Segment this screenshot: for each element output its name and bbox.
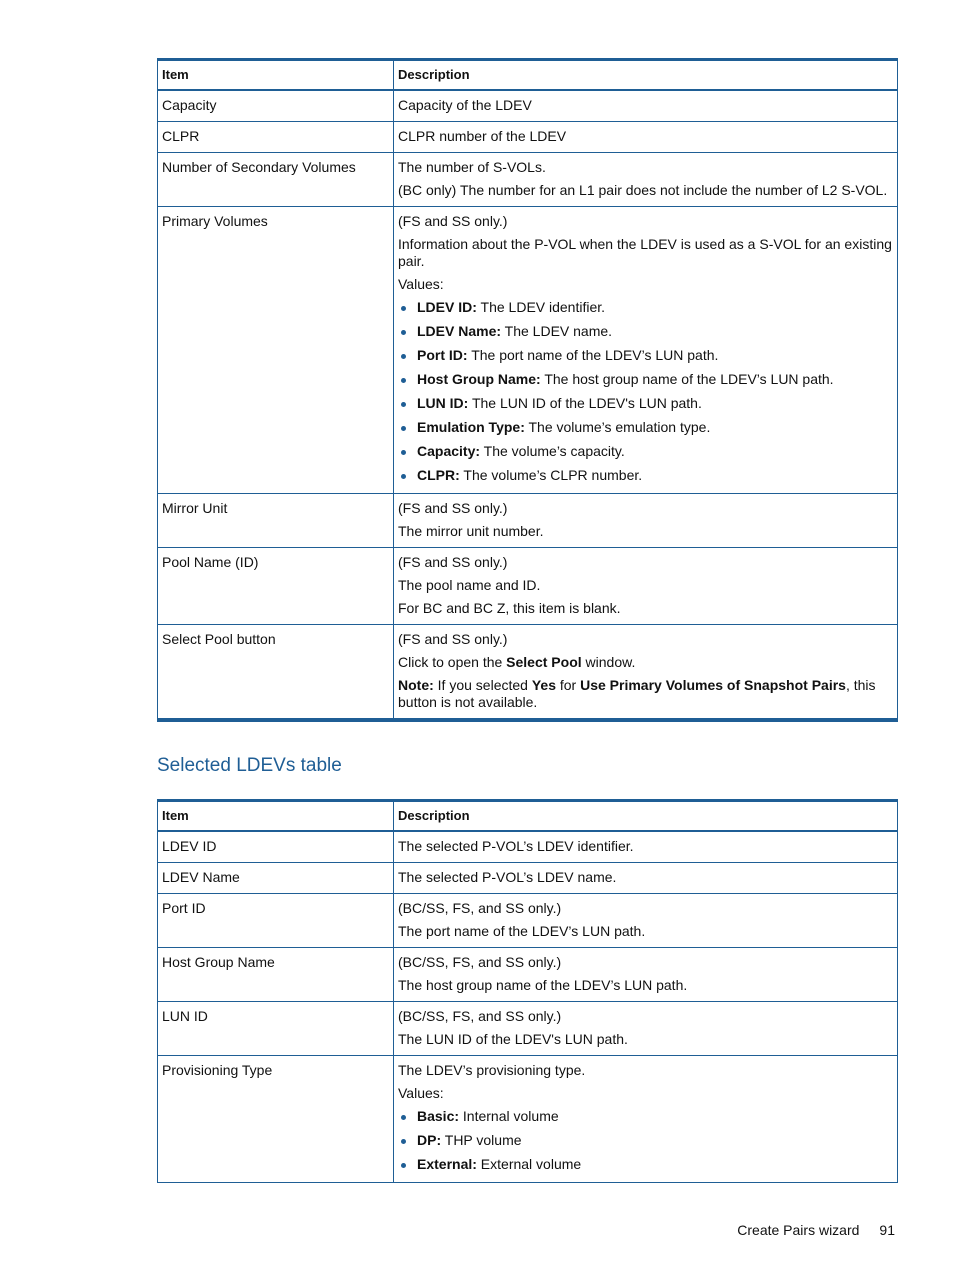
table-row	[158, 1002, 898, 1056]
list-item-text: The volume’s capacity.	[480, 443, 625, 459]
description-text: Information about the P-VOL when the LDEV is used as a S-VOL for an existing pair.	[398, 236, 892, 269]
description-text: The LUN ID of the LDEV's LUN path.	[398, 1031, 628, 1047]
description-text: (FS and SS only.)	[398, 631, 508, 647]
page-footer	[737, 1222, 895, 1238]
item-cell: Capacity	[158, 90, 394, 122]
table-row	[158, 207, 898, 494]
description-cell	[394, 1056, 898, 1183]
item-description-table	[157, 58, 898, 722]
list-item-text: Internal volume	[459, 1108, 559, 1124]
list-item-term: LDEV Name:	[417, 323, 502, 339]
list-item-text: The port name of the LDEV’s LUN path.	[467, 347, 719, 363]
description-text: Values:	[398, 1085, 444, 1101]
description-text: Values:	[398, 276, 444, 292]
list-item	[398, 419, 893, 436]
description-cell	[394, 1002, 898, 1056]
list-item	[398, 1108, 893, 1125]
description-text: (FS and SS only.)	[398, 213, 508, 229]
column-header-description: Description	[394, 60, 898, 91]
description-text: The host group name of the LDEV’s LUN path.	[398, 977, 688, 993]
table-row	[158, 894, 898, 948]
note-text-part: If you selected	[433, 677, 532, 693]
item-cell: Port ID	[158, 894, 394, 948]
item-cell: CLPR	[158, 122, 394, 153]
description-cell: CLPR number of the LDEV	[394, 122, 898, 153]
list-item-term: Port ID:	[417, 347, 468, 363]
description-cell	[394, 894, 898, 948]
description-cell	[394, 548, 898, 625]
item-cell: LDEV Name	[158, 863, 394, 894]
description-text: (FS and SS only.)	[398, 500, 508, 516]
item-cell: Mirror Unit	[158, 494, 394, 548]
note-text	[398, 677, 893, 711]
column-header-description: Description	[394, 801, 898, 832]
list-item-text: The LDEV identifier.	[476, 299, 606, 315]
description-cell: The selected P-VOL’s LDEV identifier.	[394, 831, 898, 863]
list-item-term: CLPR:	[417, 467, 460, 483]
description-text: The pool name and ID.	[398, 577, 541, 593]
item-cell: Number of Secondary Volumes	[158, 153, 394, 207]
list-item-term: Host Group Name:	[417, 371, 541, 387]
list-item	[398, 395, 893, 412]
table-row	[158, 90, 898, 122]
item-cell: Provisioning Type	[158, 1056, 394, 1183]
note-option-name: Use Primary Volumes of Snapshot Pairs	[580, 677, 846, 693]
list-item-term: LUN ID:	[417, 395, 469, 411]
list-item	[398, 1132, 893, 1149]
table-row	[158, 625, 898, 721]
list-item	[398, 1156, 893, 1173]
table-row	[158, 948, 898, 1002]
description-cell	[394, 625, 898, 721]
table-row	[158, 122, 898, 153]
description-cell: The selected P-VOL’s LDEV name.	[394, 863, 898, 894]
description-text	[398, 654, 893, 671]
values-list	[398, 299, 893, 484]
list-item-text: THP volume	[441, 1132, 522, 1148]
column-header-item: Item	[158, 801, 394, 832]
selected-ldevs-table	[157, 799, 898, 1183]
description-text: (BC only) The number for an L1 pair does not include the number of L2 S-VOL.	[398, 182, 888, 198]
click-text-prefix: Click to open the	[398, 654, 507, 670]
section-heading: Selected LDEVs table	[157, 755, 342, 776]
table-row	[158, 494, 898, 548]
list-item	[398, 371, 893, 388]
description-cell	[394, 207, 898, 494]
list-item	[398, 323, 893, 340]
item-cell: Host Group Name	[158, 948, 394, 1002]
description-cell	[394, 494, 898, 548]
description-text: The LDEV’s provisioning type.	[398, 1062, 586, 1078]
item-cell: Primary Volumes	[158, 207, 394, 494]
description-text: For BC and BC Z, this item is blank.	[398, 600, 621, 616]
description-text: (FS and SS only.)	[398, 554, 508, 570]
list-item-term: DP:	[417, 1132, 442, 1148]
list-item-text: External volume	[476, 1156, 582, 1172]
list-item-term: Capacity:	[417, 443, 481, 459]
note-text-part: for	[555, 677, 581, 693]
table-row	[158, 548, 898, 625]
note-yes: Yes	[531, 677, 556, 693]
list-item	[398, 467, 893, 484]
click-text-suffix: window.	[581, 654, 636, 670]
description-cell	[394, 153, 898, 207]
item-cell: Pool Name (ID)	[158, 548, 394, 625]
description-text: (BC/SS, FS, and SS only.)	[398, 1008, 562, 1024]
list-item	[398, 299, 893, 316]
list-item-text: The volume’s CLPR number.	[459, 467, 643, 483]
table-row	[158, 153, 898, 207]
item-cell: LDEV ID	[158, 831, 394, 863]
note-text-part: , this button is not available.	[398, 677, 876, 710]
list-item-term: LDEV ID:	[417, 299, 477, 315]
list-item-text: The volume’s emulation type.	[524, 419, 711, 435]
item-cell: LUN ID	[158, 1002, 394, 1056]
description-cell	[394, 948, 898, 1002]
select-pool-window-name: Select Pool	[506, 654, 582, 670]
table-header-row	[158, 801, 898, 832]
list-item-text: The host group name of the LDEV’s LUN path.	[540, 371, 834, 387]
description-text: The port name of the LDEV’s LUN path.	[398, 923, 646, 939]
table-row	[158, 863, 898, 894]
note-label: Note:	[398, 677, 434, 693]
description-cell: Capacity of the LDEV	[394, 90, 898, 122]
list-item-term: Emulation Type:	[417, 419, 525, 435]
table-header-row	[158, 60, 898, 91]
list-item-term: Basic:	[417, 1108, 460, 1124]
description-text: The mirror unit number.	[398, 523, 544, 539]
table-row	[158, 831, 898, 863]
list-item-term: External:	[417, 1156, 477, 1172]
table-row	[158, 1056, 898, 1183]
item-cell: Select Pool button	[158, 625, 394, 721]
description-text: The number of S-VOLs.	[398, 159, 546, 175]
values-list	[398, 1108, 893, 1173]
list-item	[398, 347, 893, 364]
footer-title: Create Pairs wizard	[737, 1222, 860, 1238]
column-header-item: Item	[158, 60, 394, 91]
list-item-text: The LDEV name.	[501, 323, 613, 339]
list-item	[398, 443, 893, 460]
description-text: (BC/SS, FS, and SS only.)	[398, 900, 562, 916]
page-number: 91	[879, 1222, 895, 1238]
list-item-text: The LUN ID of the LDEV's LUN path.	[468, 395, 702, 411]
description-text: (BC/SS, FS, and SS only.)	[398, 954, 562, 970]
